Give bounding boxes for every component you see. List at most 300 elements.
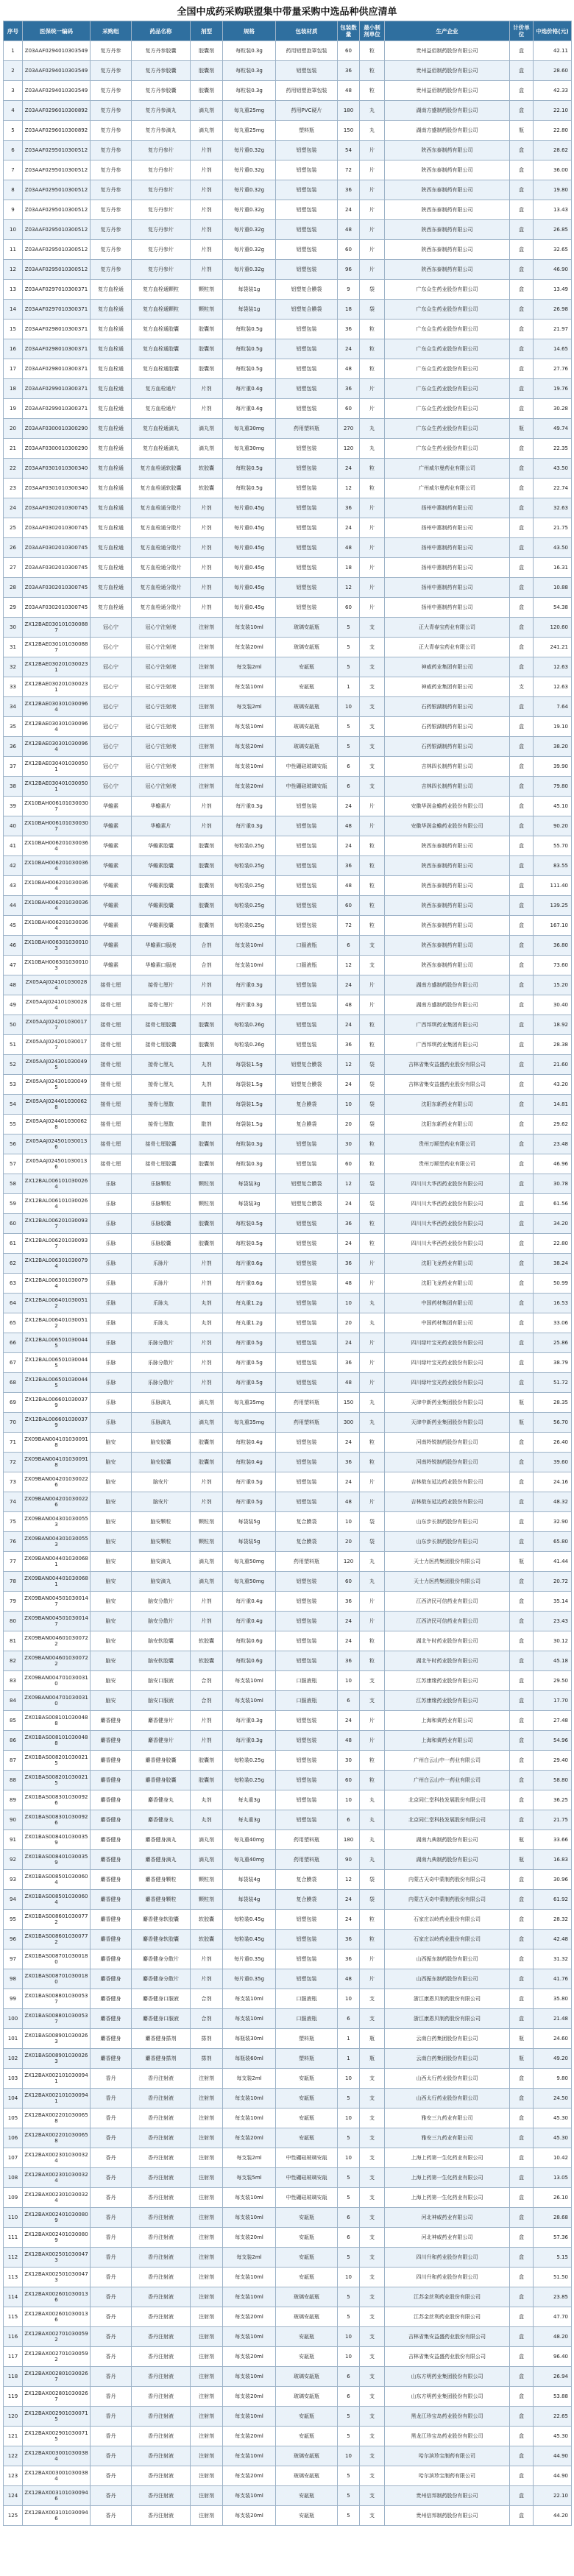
cell-price: 30.78	[534, 1174, 572, 1194]
cell-price-unit: 盒	[510, 1115, 534, 1135]
cell-code: ZX09BAN0045010300147	[23, 1612, 91, 1631]
cell-dosage-form: 颗粒剂	[191, 280, 223, 300]
cell-drug-name: 华蟾素片	[132, 816, 191, 836]
cell-code: ZX10BAH0062010300364	[23, 876, 91, 896]
cell-dosage-form: 片剂	[191, 816, 223, 836]
cell-code: Z03AAF0302010300745	[23, 518, 91, 538]
cell-code: Z03AAF0295010300512	[23, 260, 91, 280]
cell-min-unit: 片	[360, 598, 385, 618]
table-row	[4, 1333, 572, 1353]
cell-group: 麝香健身	[91, 1810, 132, 1830]
cell-spec: 每粒装0.3g	[223, 1135, 276, 1154]
cell-dosage-form: 注射剂	[191, 2307, 223, 2327]
cell-index: 18	[4, 379, 23, 399]
cell-drug-name: 冠心宁注射液	[132, 618, 191, 638]
cell-code: ZX09BAN0047010300310	[23, 1671, 91, 1691]
cell-package-material: 口服液瓶	[276, 2009, 338, 2029]
cell-group: 香丹	[91, 2446, 132, 2466]
cell-price-unit: 瓶	[510, 1850, 534, 1870]
cell-price: 22.10	[534, 101, 572, 121]
cell-min-unit: 支	[360, 697, 385, 717]
cell-min-unit: 袋	[360, 1194, 385, 1214]
cell-price-unit: 盒	[510, 479, 534, 498]
cell-spec: 每粒装0.3g	[223, 61, 276, 81]
table-row	[4, 2188, 572, 2208]
cell-min-unit: 袋	[360, 1055, 385, 1075]
cell-manufacturer: 山东步长制药股份有限公司	[385, 1532, 510, 1552]
cell-min-unit: 粒	[360, 1035, 385, 1055]
cell-package-count: 60	[338, 1771, 360, 1790]
table-row	[4, 1810, 572, 1830]
table-row	[4, 737, 572, 757]
col-header-spec: 规格	[223, 21, 276, 41]
cell-package-count: 96	[338, 260, 360, 280]
cell-package-count: 24	[338, 975, 360, 995]
cell-group: 麝香健身	[91, 1790, 132, 1810]
cell-dosage-form: 片剂	[191, 1969, 223, 1989]
cell-code: Z03AAF0295010300512	[23, 240, 91, 260]
cell-code: ZX05AAJ0244010300628	[23, 1115, 91, 1135]
cell-drug-name: 麝香健身口服液	[132, 2009, 191, 2029]
table-row	[4, 1731, 572, 1751]
cell-manufacturer: 四川绿叶宝光药业股份有限公司	[385, 1353, 510, 1373]
cell-price: 26.85	[534, 220, 572, 240]
cell-package-material: 药用PVC硬片	[276, 101, 338, 121]
cell-index: 120	[4, 2407, 23, 2427]
cell-manufacturer: 河北神威药业有限公司	[385, 2228, 510, 2248]
cell-price: 30.28	[534, 399, 572, 419]
cell-manufacturer: 吉林省集安益盛药业股份有限公司	[385, 2327, 510, 2347]
cell-dosage-form: 软胶囊	[191, 459, 223, 479]
cell-min-unit: 袋	[360, 1075, 385, 1095]
cell-group: 复方血栓通	[91, 339, 132, 359]
cell-package-count: 30	[338, 1135, 360, 1154]
cell-spec: 每支装20ml	[223, 2506, 276, 2526]
cell-price-unit: 盒	[510, 1135, 534, 1154]
cell-price: 22.10	[534, 2486, 572, 2506]
cell-code: ZX12BAE0303010300964	[23, 737, 91, 757]
cell-manufacturer: 江苏金丝利药业股份有限公司	[385, 2287, 510, 2307]
cell-package-material: 铝塑包装	[276, 598, 338, 618]
cell-group: 冠心宁	[91, 777, 132, 797]
cell-spec: 每支装2ml	[223, 2148, 276, 2168]
cell-group: 脑安	[91, 1572, 132, 1592]
cell-group: 乐脉	[91, 1174, 132, 1194]
cell-manufacturer: 广西邦琪药业集团有限公司	[385, 1035, 510, 1055]
cell-price: 43.50	[534, 538, 572, 558]
cell-group: 麝香健身	[91, 1890, 132, 1910]
cell-package-material: 铝塑包装	[276, 200, 338, 220]
cell-min-unit: 粒	[360, 1751, 385, 1771]
cell-drug-name: 脑安滴丸	[132, 1572, 191, 1592]
cell-package-material: 铝塑包装	[276, 975, 338, 995]
cell-spec: 每丸重25mg	[223, 121, 276, 141]
cell-package-material: 铝塑包装	[276, 479, 338, 498]
cell-min-unit: 粒	[360, 359, 385, 379]
table-row	[4, 1651, 572, 1671]
cell-package-count: 6	[338, 757, 360, 777]
cell-manufacturer: 贵州益佰制药股份有限公司	[385, 81, 510, 101]
cell-dosage-form: 片剂	[191, 1373, 223, 1393]
cell-package-material: 铝塑包装	[276, 518, 338, 538]
cell-package-count: 24	[338, 1711, 360, 1731]
cell-price-unit: 盒	[510, 2168, 534, 2188]
cell-dosage-form: 胶囊剂	[191, 916, 223, 936]
cell-dosage-form: 注射剂	[191, 657, 223, 677]
cell-drug-name: 复方丹参片	[132, 180, 191, 200]
cell-index: 37	[4, 757, 23, 777]
cell-index: 15	[4, 320, 23, 339]
cell-manufacturer: 广东众生药业股份有限公司	[385, 300, 510, 320]
cell-package-material: 中性硼硅玻璃安瓿	[276, 2188, 338, 2208]
cell-spec: 每支装10ml	[223, 2208, 276, 2228]
cell-drug-name: 麝香健身颗粒	[132, 1870, 191, 1890]
cell-group: 麝香健身	[91, 1711, 132, 1731]
cell-manufacturer: 陕西东泰制药有限公司	[385, 936, 510, 956]
cell-group: 麝香健身	[91, 1870, 132, 1890]
table-row	[4, 2506, 572, 2526]
cell-index: 72	[4, 1453, 23, 1472]
cell-package-material: 铝塑包装	[276, 916, 338, 936]
cell-index: 2	[4, 61, 23, 81]
table-row	[4, 141, 572, 160]
cell-code: ZX09BAN0044010300681	[23, 1552, 91, 1572]
cell-package-material: 铝塑包装	[276, 1771, 338, 1790]
cell-min-unit: 丸	[360, 1313, 385, 1333]
cell-price: 33.66	[534, 1830, 572, 1850]
cell-min-unit: 支	[360, 737, 385, 757]
table-row	[4, 1691, 572, 1711]
cell-spec: 每片重0.35g	[223, 1969, 276, 1989]
cell-index: 35	[4, 717, 23, 737]
cell-min-unit: 支	[360, 2387, 385, 2407]
cell-drug-name: 乐脉丸	[132, 1313, 191, 1333]
cell-group: 香丹	[91, 2307, 132, 2327]
cell-spec: 每片重0.32g	[223, 141, 276, 160]
cell-manufacturer: 山东步长制药股份有限公司	[385, 1512, 510, 1532]
cell-index: 53	[4, 1075, 23, 1095]
cell-spec: 每支装10ml	[223, 2188, 276, 2208]
cell-price: 61.92	[534, 1890, 572, 1910]
cell-group: 麝香健身	[91, 1830, 132, 1850]
cell-group: 乐脉	[91, 1313, 132, 1333]
cell-package-material: 铝塑包装	[276, 876, 338, 896]
cell-price-unit: 盒	[510, 2228, 534, 2248]
cell-drug-name: 复方血栓通胶囊	[132, 339, 191, 359]
cell-drug-name: 复方血栓通软胶囊	[132, 459, 191, 479]
cell-package-material: 铝塑包装	[276, 1572, 338, 1592]
cell-manufacturer: 广东众生药业股份有限公司	[385, 399, 510, 419]
cell-dosage-form: 胶囊剂	[191, 320, 223, 339]
cell-drug-name: 复方丹参胶囊	[132, 61, 191, 81]
cell-group: 乐脉	[91, 1254, 132, 1274]
cell-code: ZX09BAN0046010300722	[23, 1631, 91, 1651]
cell-dosage-form: 注射剂	[191, 2506, 223, 2526]
cell-dosage-form: 注射剂	[191, 2446, 223, 2466]
cell-package-material: 铝塑包装	[276, 1751, 338, 1771]
cell-manufacturer: 四川川大华西药业股份有限公司	[385, 1194, 510, 1214]
cell-index: 38	[4, 777, 23, 797]
cell-price-unit: 盒	[510, 2148, 534, 2168]
cell-code: Z03AAF0295010300512	[23, 160, 91, 180]
cell-price-unit: 盒	[510, 1910, 534, 1930]
cell-spec: 每支装20ml	[223, 737, 276, 757]
cell-manufacturer: 四川川大华西药业股份有限公司	[385, 1234, 510, 1254]
cell-min-unit: 粒	[360, 320, 385, 339]
cell-drug-name: 脑安胶囊	[132, 1453, 191, 1472]
cell-price-unit: 盒	[510, 1949, 534, 1969]
cell-spec: 每支装2ml	[223, 2248, 276, 2268]
cell-min-unit: 支	[360, 936, 385, 956]
cell-manufacturer: 正大青春宝药业有限公司	[385, 638, 510, 657]
cell-dosage-form: 合剂	[191, 1691, 223, 1711]
cell-package-count: 48	[338, 1969, 360, 1989]
cell-manufacturer: 湖南九典制药股份有限公司	[385, 1850, 510, 1870]
cell-dosage-form: 胶囊剂	[191, 856, 223, 876]
cell-code: ZX10BAH0063010300103	[23, 936, 91, 956]
cell-min-unit: 片	[360, 220, 385, 240]
cell-index: 7	[4, 160, 23, 180]
cell-min-unit: 片	[360, 180, 385, 200]
cell-package-count: 10	[338, 2069, 360, 2089]
cell-package-count: 5	[338, 638, 360, 657]
table-row	[4, 2248, 572, 2268]
cell-index: 68	[4, 1373, 23, 1393]
cell-min-unit: 粒	[360, 479, 385, 498]
cell-manufacturer: 神威药业集团有限公司	[385, 657, 510, 677]
cell-index: 22	[4, 459, 23, 479]
cell-spec: 每瓶装30ml	[223, 2029, 276, 2049]
cell-code: Z03AAF0295010300512	[23, 141, 91, 160]
cell-price-unit: 盒	[510, 2188, 534, 2208]
cell-code: ZX12BAL0065010300445	[23, 1373, 91, 1393]
cell-price-unit: 盒	[510, 2427, 534, 2446]
cell-drug-name: 麝香健身丸	[132, 1810, 191, 1830]
cell-index: 77	[4, 1552, 23, 1572]
cell-index: 30	[4, 618, 23, 638]
cell-manufacturer: 扬州中惠制药有限公司	[385, 518, 510, 538]
cell-price: 79.80	[534, 777, 572, 797]
table-row	[4, 2347, 572, 2367]
cell-drug-name: 复方血栓通分散片	[132, 518, 191, 538]
cell-package-count: 120	[338, 1552, 360, 1572]
cell-code: ZX12BAE0301010300887	[23, 638, 91, 657]
cell-group: 香丹	[91, 2407, 132, 2427]
cell-min-unit: 支	[360, 618, 385, 638]
cell-price-unit: 盒	[510, 657, 534, 677]
cell-package-material: 安瓿瓶	[276, 2228, 338, 2248]
cell-package-material: 铝塑包装	[276, 578, 338, 598]
cell-package-count: 180	[338, 101, 360, 121]
table-row	[4, 1492, 572, 1512]
cell-group: 接骨七厘	[91, 1154, 132, 1174]
cell-package-material: 铝塑包装	[276, 836, 338, 856]
cell-drug-name: 香丹注射液	[132, 2446, 191, 2466]
table-row	[4, 896, 572, 916]
cell-dosage-form: 注射剂	[191, 2208, 223, 2228]
cell-group: 乐脉	[91, 1353, 132, 1373]
cell-index: 71	[4, 1433, 23, 1453]
cell-index: 13	[4, 280, 23, 300]
cell-code: Z03AAF0295010300512	[23, 180, 91, 200]
cell-code: ZX01BAS0081010300488	[23, 1711, 91, 1731]
cell-spec: 每支装10ml	[223, 2486, 276, 2506]
cell-package-material: 铝塑包装	[276, 439, 338, 459]
cell-spec: 每粒装0.5g	[223, 479, 276, 498]
cell-package-count: 48	[338, 876, 360, 896]
cell-dosage-form: 滴丸剂	[191, 1850, 223, 1870]
cell-spec: 每丸重50mg	[223, 1572, 276, 1592]
cell-package-material: 玻璃安瓿瓶	[276, 737, 338, 757]
cell-spec: 每袋装1.5g	[223, 1095, 276, 1115]
cell-code: ZX12BAL0061010300264	[23, 1174, 91, 1194]
cell-dosage-form: 软胶囊	[191, 1930, 223, 1949]
cell-group: 复方丹参	[91, 260, 132, 280]
cell-dosage-form: 颗粒剂	[191, 1870, 223, 1890]
cell-package-material: 铝塑包装	[276, 1373, 338, 1393]
cell-manufacturer: 陕西东泰制药有限公司	[385, 141, 510, 160]
cell-code: ZX12BAL0062010300937	[23, 1234, 91, 1254]
cell-group: 麝香健身	[91, 2029, 132, 2049]
cell-manufacturer: 浙江康恩贝制药股份有限公司	[385, 2009, 510, 2029]
cell-manufacturer: 陕西东泰制药有限公司	[385, 956, 510, 975]
cell-price: 22.80	[534, 1234, 572, 1254]
cell-price: 23.48	[534, 1135, 572, 1154]
cell-package-count: 5	[338, 657, 360, 677]
cell-code: ZX09BAN0043010300553	[23, 1512, 91, 1532]
cell-price: 22.74	[534, 479, 572, 498]
cell-dosage-form: 合剂	[191, 956, 223, 975]
table-row	[4, 836, 572, 856]
cell-drug-name: 香丹注射液	[132, 2168, 191, 2188]
cell-package-material: 玻璃安瓿瓶	[276, 2287, 338, 2307]
cell-group: 接骨七厘	[91, 995, 132, 1015]
cell-price-unit: 盒	[510, 757, 534, 777]
cell-index: 108	[4, 2168, 23, 2188]
cell-spec: 每丸重35mg	[223, 1413, 276, 1433]
cell-price-unit: 盒	[510, 2208, 534, 2228]
table-row	[4, 439, 572, 459]
cell-spec: 每粒装0.3g	[223, 1154, 276, 1174]
cell-group: 接骨七厘	[91, 975, 132, 995]
cell-drug-name: 香丹注射液	[132, 2287, 191, 2307]
cell-group: 复方丹参	[91, 81, 132, 101]
cell-code: Z03AAF0299010300371	[23, 379, 91, 399]
cell-dosage-form: 片剂	[191, 240, 223, 260]
cell-package-material: 口服液瓶	[276, 1671, 338, 1691]
cell-price-unit: 盒	[510, 81, 534, 101]
cell-min-unit: 支	[360, 2188, 385, 2208]
cell-package-count: 270	[338, 419, 360, 439]
cell-price-unit: 盒	[510, 200, 534, 220]
cell-index: 79	[4, 1592, 23, 1612]
cell-price-unit: 盒	[510, 1989, 534, 2009]
cell-price: 28.35	[534, 1393, 572, 1413]
cell-dosage-form: 片剂	[191, 220, 223, 240]
cell-spec: 每支装10ml	[223, 717, 276, 737]
cell-dosage-form: 胶囊剂	[191, 61, 223, 81]
cell-package-material: 铝塑包装	[276, 61, 338, 81]
table-row	[4, 300, 572, 320]
cell-spec: 每丸重50mg	[223, 1552, 276, 1572]
cell-code: ZX12BAX0026010300136	[23, 2287, 91, 2307]
cell-price: 24.16	[534, 1472, 572, 1492]
cell-min-unit: 袋	[360, 1870, 385, 1890]
cell-code: ZX05AAJ0242010300177	[23, 1035, 91, 1055]
cell-drug-name: 复方丹参胶囊	[132, 41, 191, 61]
cell-price-unit: 盒	[510, 240, 534, 260]
document-title: 全国中成药采购联盟集中带量采购中选品种供应清单	[177, 7, 397, 18]
cell-package-count: 5	[338, 2506, 360, 2526]
table-row	[4, 1015, 572, 1035]
cell-drug-name: 华蟾素胶囊	[132, 876, 191, 896]
cell-drug-name: 麝香健身滴丸	[132, 1850, 191, 1870]
table-row	[4, 1989, 572, 2009]
cell-spec: 每片重0.6g	[223, 1274, 276, 1294]
cell-group: 香丹	[91, 2188, 132, 2208]
cell-spec: 每粒装0.45g	[223, 1910, 276, 1930]
cell-price: 48.20	[534, 2327, 572, 2347]
cell-min-unit: 瓶	[360, 2029, 385, 2049]
cell-package-material: 玻璃安瓿瓶	[276, 2307, 338, 2327]
cell-min-unit: 支	[360, 2307, 385, 2327]
cell-index: 117	[4, 2347, 23, 2367]
cell-price: 47.70	[534, 2307, 572, 2327]
cell-package-count: 24	[338, 1075, 360, 1095]
cell-package-count: 1	[338, 2049, 360, 2069]
table-row	[4, 657, 572, 677]
cell-package-material: 铝塑包装	[276, 1254, 338, 1274]
cell-spec: 每粒装0.45g	[223, 1930, 276, 1949]
cell-index: 17	[4, 359, 23, 379]
cell-code: Z03AAF0302010300745	[23, 538, 91, 558]
cell-spec: 每袋装1g	[223, 300, 276, 320]
cell-code: Z03AAF0300010300290	[23, 419, 91, 439]
table-row	[4, 936, 572, 956]
cell-drug-name: 香丹注射液	[132, 2407, 191, 2427]
cell-package-count: 5	[338, 717, 360, 737]
cell-price: 16.31	[534, 558, 572, 578]
cell-price-unit: 盒	[510, 320, 534, 339]
cell-drug-name: 香丹注射液	[132, 2248, 191, 2268]
cell-price-unit: 盒	[510, 379, 534, 399]
cell-manufacturer: 山西太行药业股份有限公司	[385, 2069, 510, 2089]
cell-code: ZX12BAE0304010300501	[23, 757, 91, 777]
cell-dosage-form: 片剂	[191, 558, 223, 578]
cell-code: ZX10BAH0062010300364	[23, 856, 91, 876]
supply-list-table	[3, 21, 572, 2526]
cell-package-material: 口服液瓶	[276, 1691, 338, 1711]
cell-dosage-form: 注射剂	[191, 777, 223, 797]
cell-manufacturer: 扬州中惠制药有限公司	[385, 598, 510, 618]
cell-spec: 每片重0.4g	[223, 1612, 276, 1631]
cell-drug-name: 脑安片	[132, 1472, 191, 1492]
cell-code: ZX12BAL0066010300379	[23, 1393, 91, 1413]
cell-group: 乐脉	[91, 1413, 132, 1433]
cell-price: 16.53	[534, 1294, 572, 1313]
cell-manufacturer: 云南白药集团股份有限公司	[385, 2049, 510, 2069]
cell-price-unit: 盒	[510, 439, 534, 459]
cell-package-count: 48	[338, 1492, 360, 1512]
cell-drug-name: 香丹注射液	[132, 2307, 191, 2327]
table-row	[4, 1910, 572, 1930]
cell-dosage-form: 注射剂	[191, 2128, 223, 2148]
table-row	[4, 2049, 572, 2069]
cell-index: 70	[4, 1413, 23, 1433]
cell-manufacturer: 山东方明药业集团股份有限公司	[385, 2387, 510, 2407]
cell-drug-name: 麝香健身软胶囊	[132, 1910, 191, 1930]
cell-dosage-form: 胶囊剂	[191, 81, 223, 101]
